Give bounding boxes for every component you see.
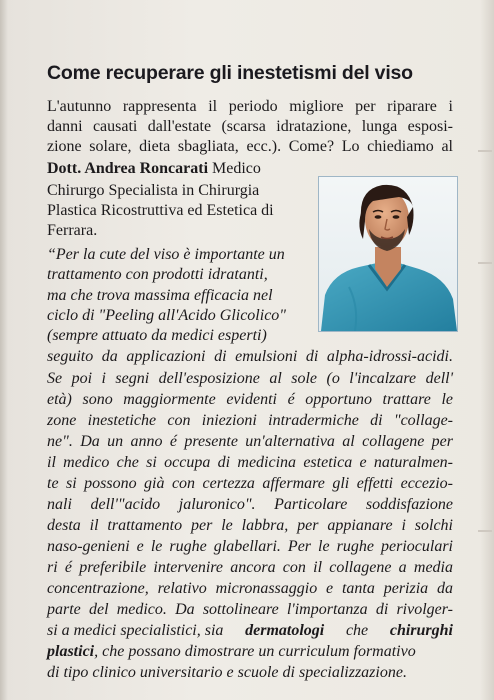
quote-fragment: si a medici specialistici, sia	[47, 622, 224, 639]
bold-term: chirurghi	[389, 622, 453, 639]
quote-line: ciclo di "Peeling all'Acido Glicolico"	[47, 307, 287, 324]
quote-line: di tipo clinico universitario e scuole di specializzazione.	[47, 664, 407, 681]
author-name: Dott. Andrea Roncarati	[47, 160, 209, 177]
article-title: Come recuperare gli inestetismi del viso	[47, 62, 413, 84]
quote-line: ma che trova massima efficacia nel	[47, 287, 273, 304]
quote-line: concentrazione, relativo micronassaggio e tanta perizia da	[47, 580, 453, 597]
bold-term: plastici	[47, 643, 95, 660]
bleed-through-mark	[478, 262, 492, 264]
quote-fragment: , che possano dimostrare un curriculum formativo	[94, 643, 416, 660]
quote-fragment: che	[345, 622, 369, 639]
portrait-illustration	[319, 177, 457, 331]
bleed-through-mark	[478, 150, 492, 152]
page-gutter-shadow	[0, 0, 8, 700]
author-line	[47, 159, 309, 179]
quote-line: il medico che si occupa di medicina estetica e naturalmen-	[47, 454, 453, 471]
quote-line	[47, 621, 453, 641]
quote-line: desta il trattamento per le labbra, per appianare i solchi	[47, 517, 453, 534]
quote-line	[47, 642, 453, 662]
quote-line: (sempre attuato da medici esperti)	[47, 327, 267, 344]
quote-line: zone inestetiche con iniezioni intradermiche di "collage-	[47, 412, 453, 429]
quote-line: seguito da applicazioni di emulsioni di alpha-idrossi-acidi.	[47, 348, 453, 365]
quote-line: nali dell'"acido jaluronico". Particolare soddisfazione	[47, 496, 453, 513]
quote-line: naso-genieni e le rughe glabellari. Per le rughe perioculari	[47, 538, 453, 555]
doctor-portrait-photo	[318, 176, 458, 332]
author-line: Plastica Ricostruttiva ed Estetica di	[47, 202, 274, 219]
intro-line: L'autunno rappresenta il periodo migliore per riparare i	[47, 98, 453, 115]
author-line: Ferrara.	[47, 222, 98, 239]
author-line: Chirurgo Specialista in Chirurgia	[47, 182, 260, 199]
quote-line: trattamento con prodotti idratanti,	[47, 266, 268, 283]
quote-line: ri é preferibile intervenire ancora con il collagene a media	[47, 559, 453, 576]
intro-line: zione solare, dieta sbagliata, ecc.). Come? Lo chiediamo al	[47, 138, 453, 155]
intro-line: danni causati dall'estate (scarsa idratazione, lunga esposi-	[47, 118, 453, 135]
author-role: Medico	[212, 160, 261, 177]
quote-line: Se poi i segni dell'esposizione al sole (o l'incalzare dell'	[47, 370, 453, 387]
page-edge	[480, 0, 494, 700]
quote-line: te si possono già con certezza affermare gli effetti eccezio-	[47, 475, 453, 492]
quote-line: età) sono maggiormente evidenti é opportuno trattare le	[47, 391, 453, 408]
quote-line: “Per la cute del viso è importante un	[47, 246, 285, 263]
bleed-through-mark	[478, 530, 492, 532]
quote-line: parte del medico. Da sottolineare l'importanza di rivolger-	[47, 601, 453, 618]
quote-line: ne". Da un anno é presente un'alternativa al collagene per	[47, 433, 453, 450]
bold-term: dermatologi	[245, 622, 325, 639]
